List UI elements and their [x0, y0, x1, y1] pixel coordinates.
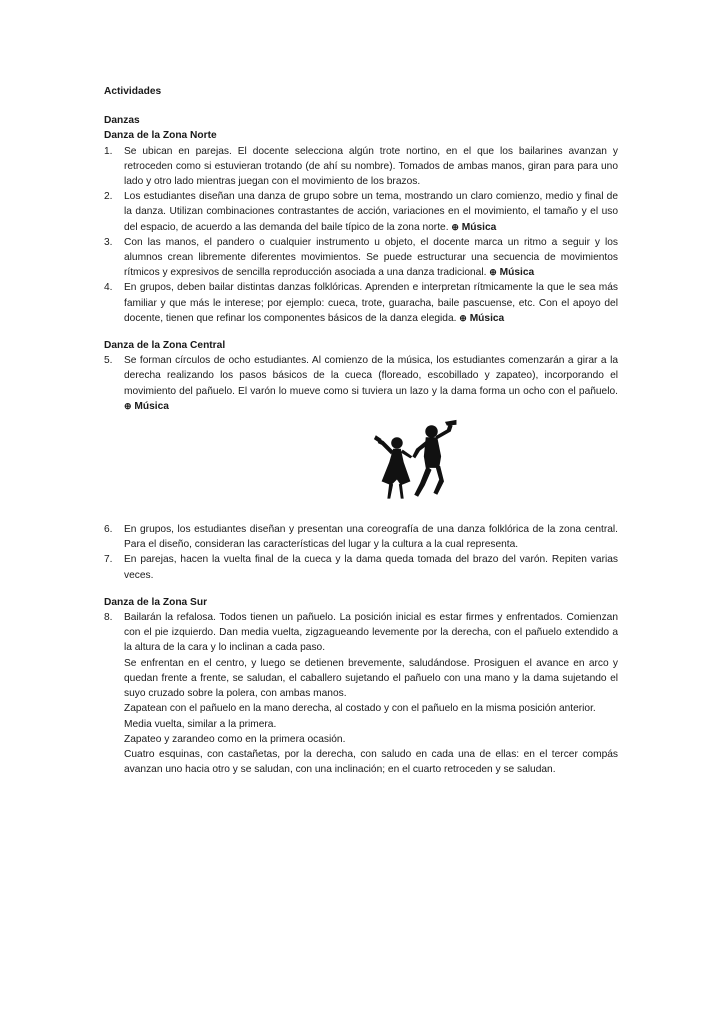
music-tag: ⊕ Música — [451, 221, 497, 233]
list-item — [104, 280, 618, 326]
zona-sur-paragraph: Media vuelta, similar a la primera. — [124, 718, 277, 730]
list-item — [104, 189, 618, 235]
item-number: 7. — [104, 554, 113, 566]
zona-sur-heading: Danza de la Zona Sur — [104, 596, 208, 608]
dancing-couple-icon — [372, 418, 468, 514]
list-item — [104, 353, 618, 414]
item-number: 4. — [104, 282, 113, 294]
item-number: 1. — [104, 145, 113, 157]
music-tag: ⊕ Música — [459, 312, 505, 324]
list-item — [104, 235, 618, 281]
list-item — [104, 610, 618, 656]
item-text: Se forman círculos de ocho estudiantes. Al comienzo de la música, los estudiantes comenzarán a girar a la derecha realizando los pasos básicos de la cueca (floreado, escobillado y zapateo), incorporando el movimiento del pañuelo. El varón lo mueve como si tuviera un lazo y la dama forma un ocho con el pañuelo. — [124, 355, 618, 397]
list-item — [104, 144, 618, 190]
music-tag: ⊕ Música — [489, 267, 535, 279]
zona-sur-paragraph: Se enfrentan en el centro, y luego se detienen brevemente, saludándose. Prosiguen el avance en arco y quedan frente a frente, se saludan, el caballero sujetando el pañuelo con una mano y la dama sujetando el suyo cruzado sobre la polera, con ambas manos. — [124, 657, 618, 700]
zona-central-list-continued — [104, 522, 618, 583]
music-tag: ⊕ Música — [124, 400, 169, 412]
item-text: Los estudiantes diseñan una danza de grupo sobre un tema, mostrando un claro comienzo, medio y final de la danza. Utilizan combinaciones contrastantes de acción, variaciones en el movimiento, el tamaño y el uso del espacio, de acuerdo a las demanda del baile típico de la zona norte. — [124, 191, 618, 233]
item-text: En grupos, los estudiantes diseñan y presentan una coreografía de una danza folklórica de la zona central. Para el diseño, consideran las características del lugar y la cultura a la cual representa. — [124, 524, 618, 551]
list-item — [104, 522, 618, 552]
item-number: 2. — [104, 191, 113, 203]
item-text: En parejas, hacen la vuelta final de la cueca y la dama queda tomada del brazo del varón. Repiten varias veces. — [124, 554, 618, 581]
zona-sur-paragraph: Zapateo y zarandeo como en la primera ocasión. — [124, 733, 346, 745]
music-icon: ⊕ — [459, 312, 467, 323]
music-icon: ⊕ — [124, 400, 132, 411]
zona-norte-list — [104, 144, 618, 326]
item-number: 6. — [104, 524, 113, 536]
item-text: En grupos, deben bailar distintas danzas folklóricas. Aprenden e interpretan rítmicamente la que le sea más familiar y que más le interese; por ejemplo: cueca, trote, guaracha, baile pascuense, etc. Con el apoyo del docente, tienen que refinar los componentes básicos de la danza elegida. — [124, 282, 618, 324]
figure-area — [104, 414, 618, 522]
item-number: 5. — [104, 355, 113, 367]
item-text: Bailarán la refalosa. Todos tienen un pañuelo. La posición inicial es estar firmes y enfrentados. Comienzan con el pie izquierdo. Dan media vuelta, zigzagueando levemente por la derecha, con el pañuelo extendido a la altura de la cara y lo inclinan a cada paso. — [124, 612, 618, 654]
item-number: 3. — [104, 236, 113, 248]
zona-norte-heading: Danza de la Zona Norte — [104, 130, 217, 142]
list-item — [104, 552, 618, 582]
zona-sur-paragraph: Zapatean con el pañuelo en la mano derecha, al costado y con el pañuelo en la misma posición anterior. — [124, 703, 596, 715]
zona-central-heading: Danza de la Zona Central — [104, 340, 226, 352]
section-title: Danzas — [104, 115, 140, 127]
zona-sur-paragraph: Cuatro esquinas, con castañetas, por la derecha, con saludo en cada una de ellas: en el tercer compás avanzan uno hacia otro y se saludan, con una inclinación; en el cuarto retroceden y se saludan. — [124, 748, 618, 776]
document-page — [104, 84, 618, 777]
music-icon: ⊕ — [489, 267, 497, 278]
music-icon: ⊕ — [451, 221, 459, 232]
item-number: 8. — [104, 612, 113, 624]
zona-central-list — [104, 353, 618, 414]
zona-sur-list — [104, 610, 618, 656]
item-text: Con las manos, el pandero o cualquier instrumento u objeto, el docente marca un ritmo a seguir y los alumnos crean libremente diferentes movimientos. Se puede estructurar una secuencia de movimientos rítmicos y expresivos de sencilla reproducción asociada a una danza tradicional. — [124, 236, 618, 279]
item-text: Se ubican en parejas. El docente selecciona algún trote nortino, en el que los bailarines avanzan y retroceden como si estuvieran trotando (de ahí su nombre). Tomados de ambas manos, giran para para uno lado y otro lado mientras juegan con el movimiento de los brazos. — [124, 145, 618, 188]
page-title: Actividades — [104, 86, 162, 97]
